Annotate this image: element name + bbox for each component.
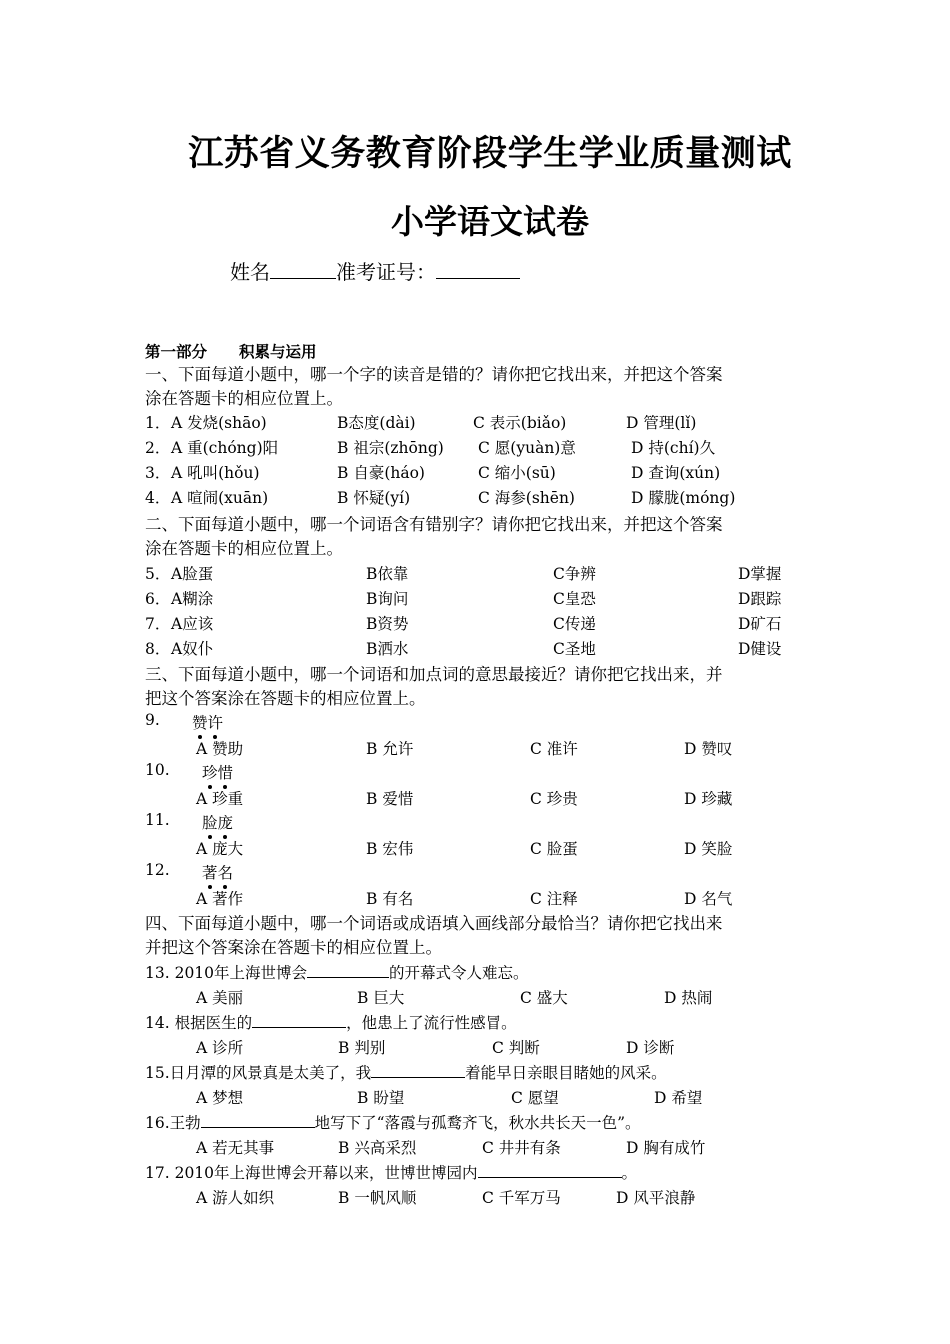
question-stem bbox=[145, 1011, 517, 1033]
option-b: B 怀疑(yí) bbox=[337, 489, 411, 507]
q-number: 2． bbox=[145, 439, 171, 457]
q-number: 5． bbox=[145, 565, 171, 583]
option-c: C皇恐 bbox=[553, 590, 596, 608]
answer-blank bbox=[478, 1161, 622, 1178]
emphasis-dot-char: 名 bbox=[218, 861, 234, 883]
option-b: B 一帆风顺 bbox=[338, 1189, 417, 1207]
sec4-instruction-line1: 四、下面每道小题中，哪一个词语或成语填入画线部分最恰当？请你把它找出来 bbox=[145, 914, 723, 933]
option-b: B询问 bbox=[366, 590, 409, 608]
part-heading-topic: 积累与运用 bbox=[239, 342, 317, 361]
option-a: A 梦想 bbox=[196, 1089, 244, 1107]
sec1-instruction-line2: 涂在答题卡的相应位置上。 bbox=[145, 389, 343, 408]
q-number: 10. bbox=[145, 761, 170, 779]
emphasis-dot-char: 著 bbox=[202, 861, 218, 883]
option-a: A 游人如织 bbox=[196, 1189, 275, 1207]
option-c: C传递 bbox=[553, 615, 596, 633]
option-b: B 兴高采烈 bbox=[338, 1139, 417, 1157]
option-d: D 诊断 bbox=[626, 1039, 675, 1057]
option-c: C 千军万马 bbox=[482, 1189, 561, 1207]
option-a: A 美丽 bbox=[196, 989, 244, 1007]
option-d: D 赞叹 bbox=[684, 740, 733, 758]
option-b: B 自豪(háo) bbox=[337, 464, 425, 482]
emphasis-dot-char: 惜 bbox=[218, 761, 234, 783]
q-number: 11. bbox=[145, 811, 170, 829]
sec3-instruction-line2: 把这个答案涂在答题卡的相应位置上。 bbox=[145, 689, 426, 708]
option-d: D 热闹 bbox=[664, 989, 713, 1007]
option-c: C 注释 bbox=[530, 890, 578, 908]
option-a: A 诊所 bbox=[196, 1039, 244, 1057]
exam-id-label: 准考证号： bbox=[336, 260, 436, 284]
option-b: B 盼望 bbox=[357, 1089, 405, 1107]
exam-subtitle: 小学语文试卷 bbox=[391, 202, 589, 241]
sec1-instruction-line1: 一、下面每道小题中，哪一个字的读音是错的？请你把它找出来，并把这个答案 bbox=[145, 365, 723, 384]
stem-text: 17. 2010年上海世博会开幕以来，世博世博园内 bbox=[145, 1164, 478, 1182]
q-number: 3． bbox=[145, 464, 171, 482]
option-c: C 愿(yuàn)意 bbox=[478, 439, 576, 457]
stem-text: 着能早日亲眼目睹她的风采。 bbox=[465, 1064, 667, 1082]
answer-blank bbox=[307, 961, 389, 978]
question-stem bbox=[145, 961, 529, 983]
option-a: A 喧闹(xuān) bbox=[171, 489, 269, 507]
dotted-keyword bbox=[202, 761, 233, 783]
option-c: C争辨 bbox=[553, 565, 596, 583]
option-d: D健设 bbox=[738, 640, 782, 658]
option-b: B 爱惜 bbox=[366, 790, 414, 808]
emphasis-dot-char: 赞 bbox=[192, 711, 208, 733]
option-d: D 胸有成竹 bbox=[626, 1139, 706, 1157]
option-a: A 重(chóng)阳 bbox=[171, 439, 279, 457]
option-d: D 查询(xún) bbox=[631, 464, 721, 482]
part-heading-label: 第一部分 bbox=[145, 342, 208, 361]
option-a: A应该 bbox=[171, 615, 214, 633]
name-label: 姓名 bbox=[230, 260, 270, 284]
q-number: 9. bbox=[145, 711, 160, 729]
stem-text: 15.日月潭的风景真是太美了，我 bbox=[145, 1064, 372, 1082]
option-b: B洒水 bbox=[366, 640, 409, 658]
option-c: C 判断 bbox=[492, 1039, 540, 1057]
dotted-keyword bbox=[202, 861, 233, 883]
option-a: A脸蛋 bbox=[171, 565, 214, 583]
sec3-instruction-line1: 三、下面每道小题中，哪一个词语和加点词的意思最接近？请你把它找出来，并 bbox=[145, 665, 723, 684]
sec2-instruction-line1: 二、下面每道小题中，哪一个词语含有错别字？请你把它找出来，并把这个答案 bbox=[145, 515, 723, 534]
option-c: C 珍贵 bbox=[530, 790, 578, 808]
stem-text: 的开幕式令人难忘。 bbox=[389, 964, 529, 982]
option-d: D 管理(lǐ) bbox=[626, 414, 697, 432]
option-a: A 珍重 bbox=[196, 790, 244, 808]
sec4-instruction-line2: 并把这个答案涂在答题卡的相应位置上。 bbox=[145, 938, 442, 957]
stem-text: 13. 2010年上海世博会 bbox=[145, 964, 308, 982]
question-stem bbox=[145, 1111, 641, 1133]
question-stem bbox=[145, 1061, 667, 1083]
exam-title: 江苏省义务教育阶段学生学业质量测试 bbox=[188, 133, 792, 174]
option-d: D 朦胧(móng) bbox=[631, 489, 736, 507]
option-a: A糊涂 bbox=[171, 590, 214, 608]
stem-text: 地写下了“落霞与孤鹜齐飞，秋水共长天一色”。 bbox=[314, 1114, 641, 1132]
option-b: B 宏伟 bbox=[366, 840, 414, 858]
option-a: A 发烧(shāo) bbox=[171, 414, 267, 432]
candidate-info bbox=[230, 256, 520, 285]
q-number: 1． bbox=[145, 414, 171, 432]
q-number: 6． bbox=[145, 590, 171, 608]
question-stem bbox=[145, 1161, 637, 1183]
option-d: D跟踪 bbox=[738, 590, 782, 608]
stem-text: 16.王勃 bbox=[145, 1114, 201, 1132]
option-d: D 名气 bbox=[684, 890, 733, 908]
option-d: D 珍藏 bbox=[684, 790, 733, 808]
option-d: D 笑脸 bbox=[684, 840, 733, 858]
stem-text: 14. 根据医生的 bbox=[145, 1014, 253, 1032]
q-number: 4． bbox=[145, 489, 171, 507]
option-a: A奴仆 bbox=[171, 640, 214, 658]
emphasis-dot-char: 珍 bbox=[202, 761, 218, 783]
option-c: C 井井有条 bbox=[482, 1139, 561, 1157]
exam-id-blank bbox=[436, 260, 520, 279]
option-b: B 有名 bbox=[366, 890, 414, 908]
option-b: B资势 bbox=[366, 615, 409, 633]
emphasis-dot-char: 许 bbox=[208, 711, 224, 733]
answer-blank bbox=[252, 1011, 346, 1028]
option-c: C圣地 bbox=[553, 640, 596, 658]
option-c: C 海参(shēn) bbox=[478, 489, 575, 507]
option-a: A 庞大 bbox=[196, 840, 244, 858]
answer-blank bbox=[371, 1061, 465, 1078]
option-a: A 赞助 bbox=[196, 740, 244, 758]
q-number: 7． bbox=[145, 615, 171, 633]
option-c: C 准许 bbox=[530, 740, 578, 758]
emphasis-dot-char: 庞 bbox=[218, 811, 234, 833]
option-d: D 风平浪静 bbox=[616, 1189, 696, 1207]
option-b: B 巨大 bbox=[357, 989, 405, 1007]
option-b: B态度(dài) bbox=[337, 414, 416, 432]
q-number: 8． bbox=[145, 640, 171, 658]
option-d: D掌握 bbox=[738, 565, 782, 583]
option-b: B 判别 bbox=[338, 1039, 386, 1057]
option-c: C 缩小(sū) bbox=[478, 464, 556, 482]
option-d: D 希望 bbox=[654, 1089, 703, 1107]
option-c: C 脸蛋 bbox=[530, 840, 578, 858]
option-a: A 若无其事 bbox=[196, 1139, 275, 1157]
option-a: A 吼叫(hǒu) bbox=[171, 464, 260, 482]
option-b: B 祖宗(zhōng) bbox=[337, 439, 444, 457]
option-b: B依靠 bbox=[366, 565, 409, 583]
sec2-instruction-line2: 涂在答题卡的相应位置上。 bbox=[145, 539, 343, 558]
option-b: B 允许 bbox=[366, 740, 414, 758]
name-blank bbox=[270, 260, 336, 279]
stem-text: ，他患上了流行性感冒。 bbox=[346, 1014, 517, 1032]
option-c: C 表示(biǎo) bbox=[473, 414, 567, 432]
option-c: C 盛大 bbox=[520, 989, 568, 1007]
answer-blank bbox=[201, 1111, 315, 1128]
dotted-keyword bbox=[202, 811, 233, 833]
option-a: A 著作 bbox=[196, 890, 244, 908]
part-heading bbox=[145, 340, 317, 362]
emphasis-dot-char: 脸 bbox=[202, 811, 218, 833]
option-d: D 持(chí)久 bbox=[631, 439, 716, 457]
stem-text: 。 bbox=[621, 1164, 638, 1182]
dotted-keyword bbox=[192, 711, 223, 733]
option-d: D矿石 bbox=[738, 615, 782, 633]
q-number: 12. bbox=[145, 861, 170, 879]
option-c: C 愿望 bbox=[511, 1089, 559, 1107]
